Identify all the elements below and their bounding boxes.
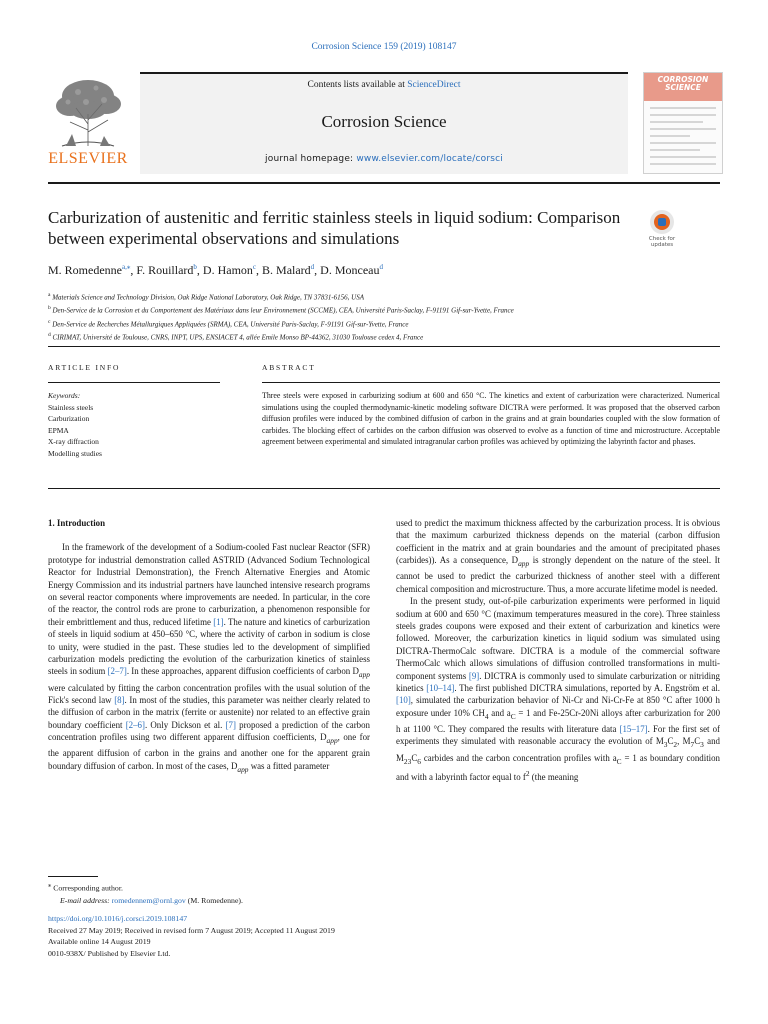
divider xyxy=(48,346,720,347)
contents-prefix: Contents lists available at xyxy=(307,80,405,90)
author-affiliation-mark[interactable]: a,⁎ xyxy=(122,263,131,271)
publisher-name: ELSEVIER xyxy=(48,150,128,167)
paragraph: used to predict the maximum thickness affected by the carburization process. It is obvious that the maximum carburized thickness depends on the material (carbon diffusion coefficient in the matrix and at grain boundaries and the amount of precipitated phases (carbides)). As a consequence, $D_{app}$ is strongly dependent on the nature of the steel. It cannot be used to predict the carburized thickness of another steel with a different chemical composition and microstructure. Thus, a more accurate lifetime model is needed. xyxy=(396,518,720,594)
header-rule xyxy=(48,182,720,184)
email-link[interactable]: romedennem@ornl.gov xyxy=(111,895,186,905)
email-suffix: (M. Romedenne). xyxy=(187,895,243,905)
keywords-label: Keywords: xyxy=(48,391,81,400)
crossmark-label: Check for updates xyxy=(648,236,676,248)
citation-link[interactable]: [2–7] xyxy=(107,666,127,677)
abstract-text: Three steels were exposed in carburizing sodium at 600 and 650 °C. The kinetics and extent of carburization were characterized. Numerical simulations using the coupled thermodynamic-kinetic modeling software DICTRA were performed. It was proposed that the observed carbon diffusion profiles were induced by the combined diffusion of carbon in the grains and at grain boundaries coupled with the slow formation of carbides. The blocking effect of carbides on the carbon diffusion was observed to evolve as a function of time and microstructure. Acceptable agreement between experimental and simulated intragranular carbon profiles was achieved by optimizing the labyrinth factor and phases. xyxy=(262,391,720,446)
citation-link[interactable]: [1] xyxy=(213,616,224,627)
author-name: M. Romedenne xyxy=(48,263,122,277)
citation-link[interactable]: [10] xyxy=(396,695,411,706)
author-name: F. Rouillard xyxy=(136,263,194,277)
divider xyxy=(48,488,720,489)
author-list: M. Romedenne$^{a,⁎}$, F. Rouillard$^b$, D. Hamon$^c$, B. Malard$^d$, D. Monceau$^d$ xyxy=(48,263,383,277)
footnote-mark: ⁎ xyxy=(48,882,52,889)
author-affiliation-mark[interactable]: d xyxy=(310,263,315,271)
article-title: Carburization of austenitic and ferritic stainless steels in liquid sodium: Comparison between experimental observations and simulations xyxy=(48,208,621,248)
citation-link[interactable]: [10–14] xyxy=(426,683,455,694)
issn-line: 0010-938X/ Published by Elsevier Ltd. xyxy=(48,948,171,958)
contents-line xyxy=(140,80,628,90)
homepage-link[interactable]: www.elsevier.com/locate/corsci xyxy=(356,154,503,164)
keyword-item: X-ray diffraction xyxy=(48,437,99,446)
email-label: E-mail address: xyxy=(60,895,110,905)
affiliation-item: $^a$ Materials Science and Technology Division, Oak Ridge National Laboratory, Oak Ridge, TN 37831-6156, USA xyxy=(48,292,364,302)
citation-link[interactable]: [9] xyxy=(468,670,480,681)
author-name: D. Hamon xyxy=(202,263,253,277)
keyword-item: Modelling studies xyxy=(48,448,102,458)
affiliation-item: $^b$ Den-Service de la Corrosion et du Comportement des Matériaux dans leur Environnement (SCCME), CEA, Université Paris-Saclay, F-91191 Gif-sur-Yvette, France xyxy=(48,305,514,315)
author-affiliation-mark[interactable]: d xyxy=(379,263,383,271)
citation-link[interactable]: [7] xyxy=(225,719,236,730)
publication-info xyxy=(48,913,548,959)
divider xyxy=(48,382,220,383)
body-column-left xyxy=(48,517,370,776)
crossmark-icon xyxy=(650,210,674,234)
section-heading: 1. Introduction xyxy=(48,518,106,528)
author-name: B. Malard xyxy=(262,263,311,277)
paragraph: In the framework of the development of a Sodium-cooled Fast nuclear Reactor (SFR) prototype for industrial demonstration called ASTRID (Advanced Sodium Technological Reactor for Industrial Demonstration), the French Alternative Energies and Atomic Energy Commission and its industrial partners have launched intensive research programs on several reactor components where improvements are needed. In particular, in the core of the reactor, the control rods are prone to carburization, a phenomenon responsible for their embrittlement and thus, reduced lifetime [1]. The nature and kinetics of carburization of steels in liquid sodium at 450–650 °C, where the activity of carbon in sodium is close to unity, were studied in the past. These studies led to the development of simplified carburization models predicting the evolution of the carburization kinetics of stainless steels in sodium [2–7]. In these approaches, apparent diffusion coefficients of carbon $D_{app}$ were calculated by fitting the carbon concentration profiles with the usual solution of the Fick's second law [8]. In most of the studies, this parameter was neither clearly related to the diffusion of carbon in the matrix (ferrite or austenite) nor related to an effective grain boundary coefficient [2–6]. Only Dickson et al. [7] proposed a prediction of the carbon concentration profiles using two different apparent diffusion coefficients, $D_{app}$, one for the apparent diffusion of carbon in the grains and another one for the apparent grain boundary diffusion of carbon. In most of the cases, $D_{app}$ was a fitted parameter xyxy=(48,542,371,774)
crossmark-badge[interactable] xyxy=(644,210,680,254)
keywords-block xyxy=(48,390,228,459)
footnote xyxy=(48,880,368,907)
article-info-heading: ARTICLE INFO xyxy=(48,363,121,372)
divider xyxy=(262,382,720,383)
abstract-heading: ABSTRACT xyxy=(262,363,316,372)
sciencedirect-link[interactable]: ScienceDirect xyxy=(407,80,461,90)
affiliation-list xyxy=(48,290,720,343)
journal-homepage xyxy=(140,154,628,164)
citation-link[interactable]: [2–6] xyxy=(125,719,145,730)
journal-reference[interactable]: Corrosion Science 159 (2019) 108147 xyxy=(311,42,457,52)
online-date: Available online 14 August 2019 xyxy=(48,937,151,946)
keyword-item: EPMA xyxy=(48,425,69,435)
affiliation-item: $^d$ CIRIMAT, Université de Toulouse, CNRS, INPT, UPS, ENSIACET 4, allée Emile Monso BP-44362, 31030 Toulouse cedex 4, France xyxy=(48,331,424,342)
homepage-prefix: journal homepage: xyxy=(265,154,354,164)
author-affiliation-mark[interactable]: c xyxy=(252,263,257,271)
footnote-rule xyxy=(48,876,98,877)
citation-link[interactable]: [8] xyxy=(114,695,125,706)
author-affiliation-mark[interactable]: b xyxy=(193,263,197,271)
cover-text-lines xyxy=(650,107,716,170)
journal-name: Corrosion Science xyxy=(321,112,447,131)
doi-link[interactable]: https://doi.org/10.1016/j.corsci.2019.108147 xyxy=(48,914,188,923)
keyword-item: Stainless steels xyxy=(48,402,94,412)
citation-link[interactable]: [15–17] xyxy=(619,724,648,735)
cover-title: CORROSION SCIENCE xyxy=(657,75,709,92)
paragraph: In the present study, out-of-pile carburization experiments were performed in liquid sodium at 600 and 650 °C (maximum temperatures measured in the core). Three stainless steels grades coupons were exposed and their extent of carburization and kinetics were followed. Moreover, the carburization kinetics in liquid sodium was simulated using DICTRA-ThermoCalc software. DICTRA is a module of the commercial software ThermoCalc which allows simulations of diffusion controlled transformations in multi-component systems [9]. DICTRA is commonly used to simulate carburization or nitriding kinetics [10–14]. The first published DICTRA simulations, reported by A. Engström et al. [10], simulated the carburization behavior of Ni-Cr and Ni-Cr-Fe at 850 °C after 1000 h exposure under 10% $CH_4$ and $a_C = 1$ and Fe-25Cr-20Ni alloys after carburization for 200 h at 1100 °C. They compared the results with literature data [15–17]. For the first set of experiments they simulated with reasonable accuracy the evolution of $M_3C_2$, $M_7C_3$ and $M_{23}C_6$ carbides and the carbon concentration profiles with $a_C = 1$ as boundary condition and with a labyrinth factor equal to $f^2$ (the meaning xyxy=(396,596,721,782)
corresponding-author-label: Corresponding author. xyxy=(53,883,123,893)
affiliation-item: $^c$ Den-Service de Recherches Métallurgiques Appliquées (SRMA), CEA, Université Paris-Saclay, F-91191 Gif-sur-Yvette, France xyxy=(48,318,409,328)
journal-cover-thumbnail[interactable] xyxy=(643,72,723,174)
journal-header xyxy=(140,72,628,174)
author-name: D. Monceau xyxy=(320,263,380,277)
received-dates: Received 27 May 2019; Received in revised form 7 August 2019; Accepted 11 August 2019 xyxy=(48,925,335,935)
body-column-right xyxy=(396,517,720,783)
keyword-item: Carburization xyxy=(48,414,90,423)
